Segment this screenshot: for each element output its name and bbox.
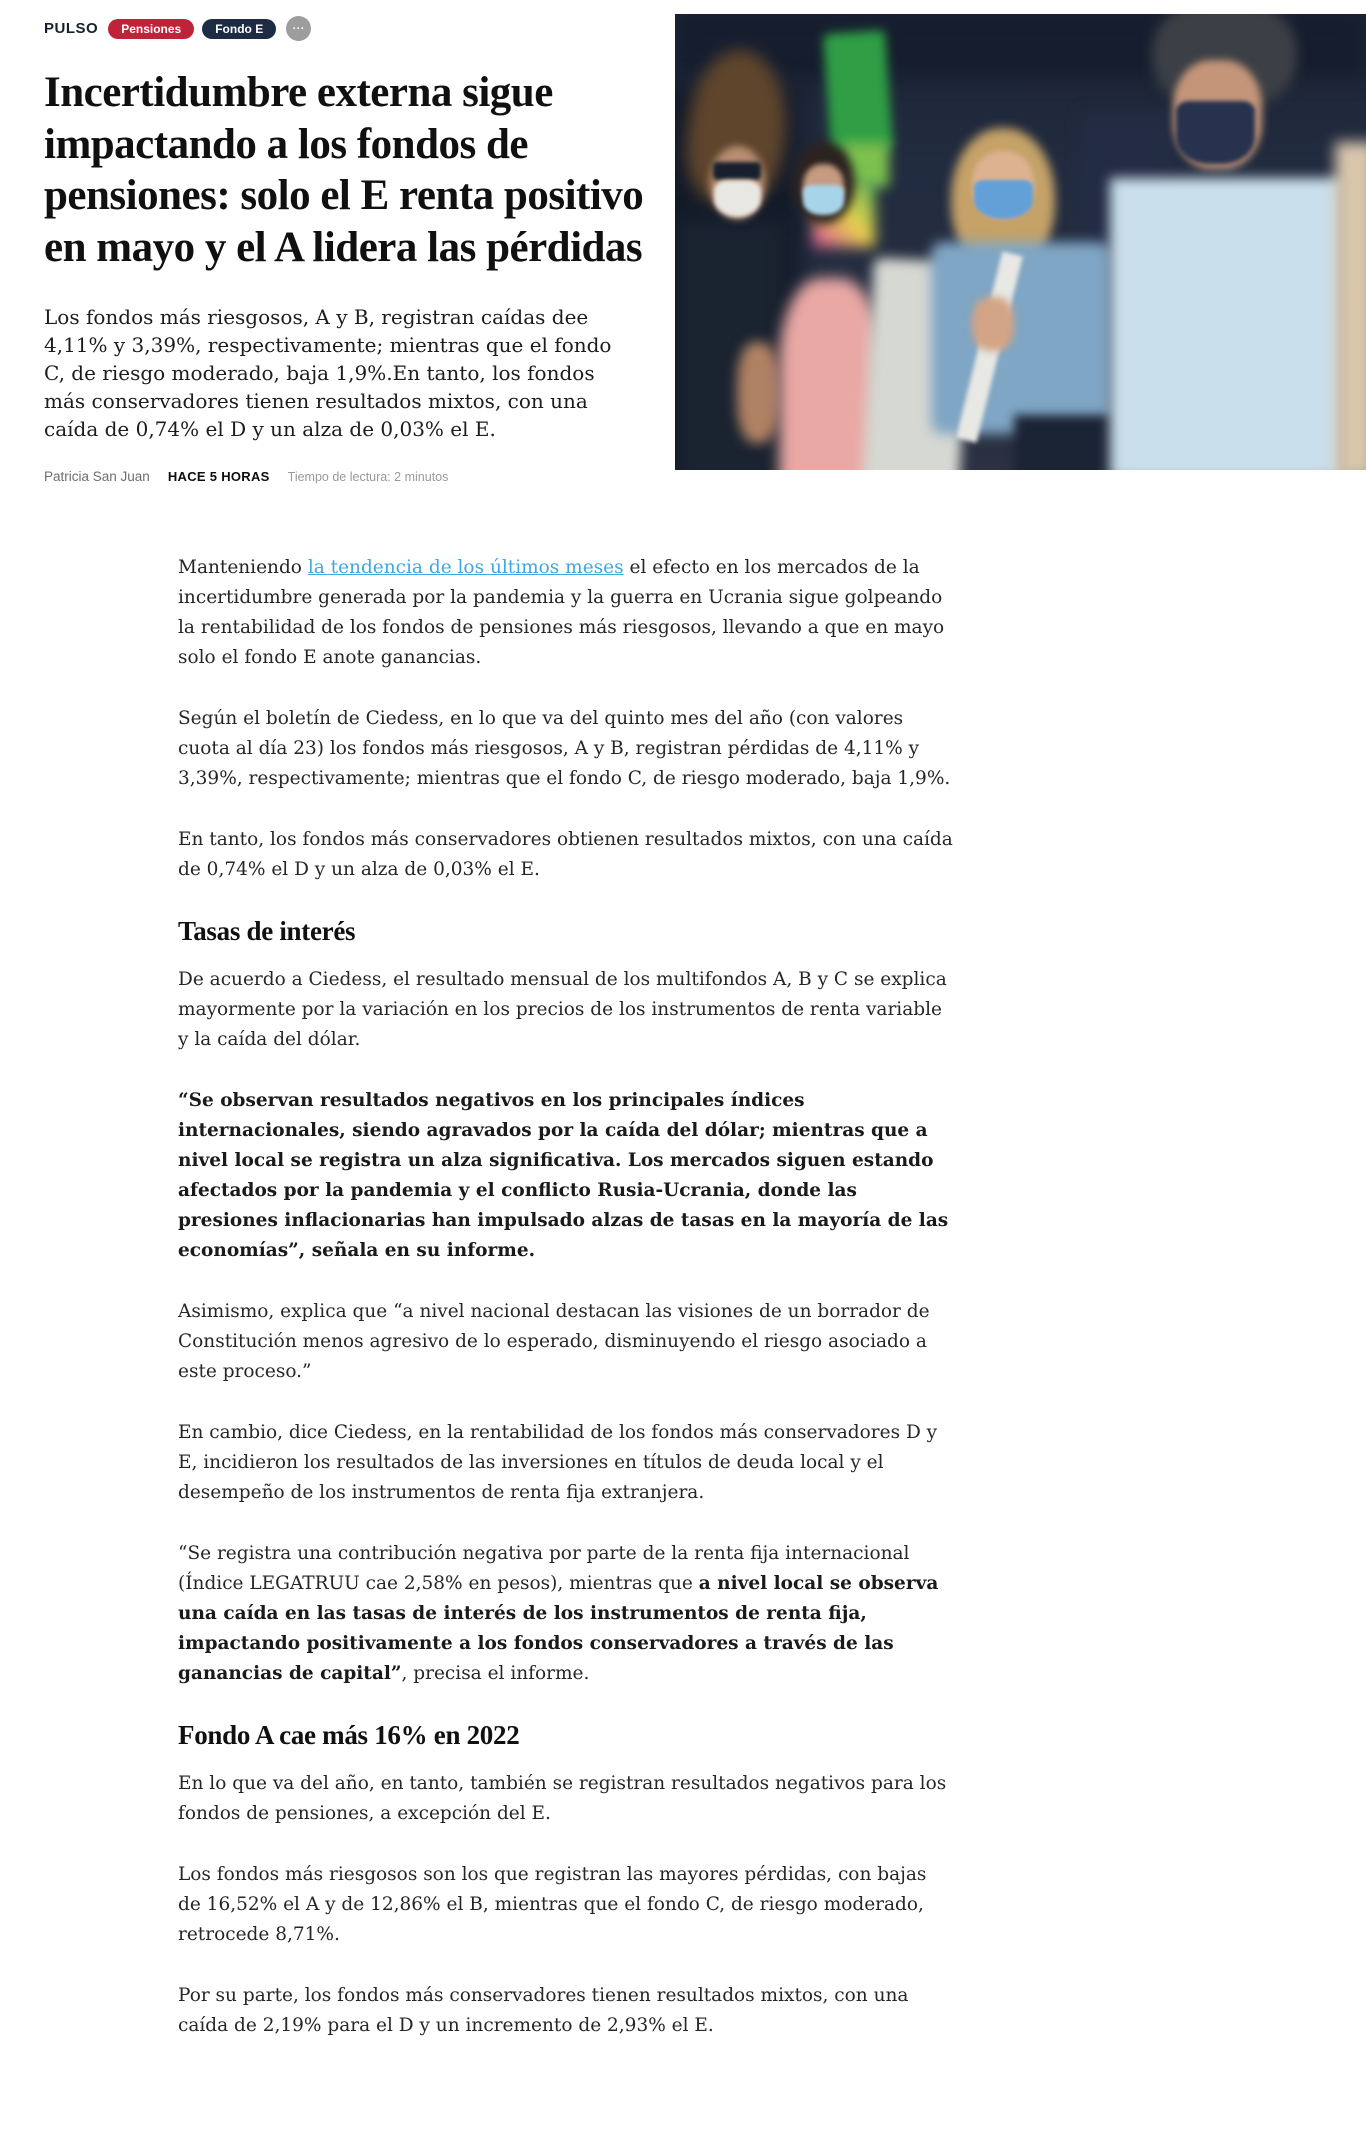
article-photo bbox=[675, 14, 1366, 470]
reading-time: Tiempo de lectura: 2 minutos bbox=[287, 470, 449, 485]
tag-fondo-e[interactable]: Fondo E bbox=[202, 19, 276, 39]
section-label[interactable]: PULSO bbox=[44, 20, 99, 37]
byline-row bbox=[44, 469, 679, 484]
text-run: En lo que va del año, en tanto, también se registran resultados negativos para los fondos de pensiones, a excepción del E. bbox=[178, 1773, 947, 1824]
text-run: , precisa el informe. bbox=[401, 1663, 590, 1684]
publish-time: HACE 5 HORAS bbox=[167, 469, 270, 485]
text-run: “Se observan resultados negativos en los principales índices internacionales, siendo agravados por la caída del dólar; mientras que a nivel local se registra un alza significativa. Los mercados siguen estando afectados por la pandemia y el conflicto Rusia-Ucrania, donde las presiones inflacionarias han impulsado alzas de tasas en la mayoría de las economías”, señala en su informe. bbox=[178, 1090, 949, 1261]
article-paragraph bbox=[178, 553, 953, 673]
text-run: Según el boletín de Ciedess, en lo que va del quinto mes del año (con valores cuota al día 23) los fondos más riesgosos, A y B, registran pérdidas de 4,11% y 3,39%, respectivamente; mientras que el fondo C, de riesgo moderado, baja 1,9%. bbox=[178, 708, 951, 789]
photo-shape bbox=[823, 30, 893, 153]
text-run: Manteniendo bbox=[178, 557, 308, 578]
text-run: En cambio, dice Ciedess, en la rentabilidad de los fondos más conservadores D y E, incidieron los resultados de las inversiones en títulos de deuda local y el desempeño de los instrumentos de renta fija extranjera. bbox=[178, 1422, 938, 1503]
photo-shape bbox=[1335, 142, 1366, 470]
page-title: Incertidumbre externa sigue impactando a los fondos de pensiones: solo el E renta positivo en mayo y el A lidera las pérdidas bbox=[44, 69, 644, 271]
article-paragraph bbox=[178, 704, 953, 794]
article-lede: Los fondos más riesgosos, A y B, registran caídas dee 4,11% y 3,39%, respectivamente; mientras que el fondo C, de riesgo moderado, baja 1,9%.En tanto, los fondos más conservadores tienen resultados mixtos, con una caída de 0,74% el D y un alza de 0,03% el E. bbox=[44, 305, 612, 442]
article-paragraph bbox=[178, 1297, 953, 1387]
text-run: Asimismo, explica que “a nivel nacional destacan las visiones de un borrador de Constitución menos agresivo de lo esperado, disminuyendo el riesgo asociado a este proceso.” bbox=[178, 1301, 930, 1382]
kicker-tags bbox=[108, 19, 276, 39]
photo-shape bbox=[737, 342, 778, 442]
photo-shape bbox=[974, 180, 1033, 219]
text-run: De acuerdo a Ciedess, el resultado mensual de los multifondos A, B y C se explica mayormente por la variación en los precios de los instrumentos de renta variable y la caída del dólar. bbox=[178, 969, 947, 1050]
author-name[interactable]: Patricia San Juan bbox=[44, 469, 150, 485]
article-paragraph bbox=[178, 1418, 953, 1508]
photo-shape bbox=[714, 180, 761, 216]
photo-shape bbox=[972, 297, 1013, 352]
article-paragraph bbox=[178, 965, 953, 1055]
article-header bbox=[0, 0, 1366, 553]
kicker-row bbox=[44, 16, 679, 41]
text-run: a nivel local se observa una caída en las tasas de interés de los instrumentos de renta fija, impactando positivamente a los fondos conservadores a través de las ganancias de capital” bbox=[178, 1573, 939, 1684]
section-heading: Tasas de interés bbox=[178, 916, 356, 946]
tag-pensiones[interactable]: Pensiones bbox=[108, 19, 194, 39]
more-tags-button[interactable]: ... bbox=[286, 16, 311, 41]
article-paragraph bbox=[178, 825, 953, 885]
text-run: Por su parte, los fondos más conservadores tienen resultados mixtos, con una caída de 2,19% para el D y un incremento de 2,93% el E. bbox=[178, 1985, 909, 2036]
text-run: En tanto, los fondos más conservadores obtienen resultados mixtos, con una caída de 0,74% el D y un alza de 0,03% el E. bbox=[178, 829, 953, 880]
text-run: el efecto en los mercados de la incertidumbre generada por la pandemia y la guerra en Ucrania sigue golpeando la rentabilidad de los fondos de pensiones más riesgosos, llevando a que en mayo solo el fondo E anote ganancias. bbox=[178, 557, 945, 668]
section-heading: Fondo A cae más 16% en 2022 bbox=[178, 1720, 520, 1750]
photo-shape bbox=[931, 242, 1111, 434]
text-run: “Se registra una contribución negativa por parte de la renta fija internacional (Índice LEGATRUU cae 2,58% en pesos), mientras que bbox=[178, 1543, 910, 1594]
photo-shape bbox=[713, 162, 761, 180]
article-paragraph bbox=[178, 1981, 953, 2041]
article-paragraph bbox=[178, 1860, 953, 1950]
text-run: Los fondos más riesgosos son los que registran las mayores pérdidas, con bajas de 16,52% el A y de 12,86% el B, mientras que el fondo C, de riesgo moderado, retrocede 8,71%. bbox=[178, 1864, 927, 1945]
article-paragraph bbox=[178, 1086, 953, 1266]
article-paragraph bbox=[178, 1769, 953, 1829]
inline-link[interactable]: la tendencia de los últimos meses bbox=[307, 557, 624, 578]
photo-shape bbox=[803, 185, 844, 215]
article-paragraph bbox=[178, 1539, 953, 1689]
photo-shape bbox=[1110, 178, 1345, 470]
photo-shape bbox=[1176, 101, 1255, 165]
article-body bbox=[178, 553, 953, 2041]
